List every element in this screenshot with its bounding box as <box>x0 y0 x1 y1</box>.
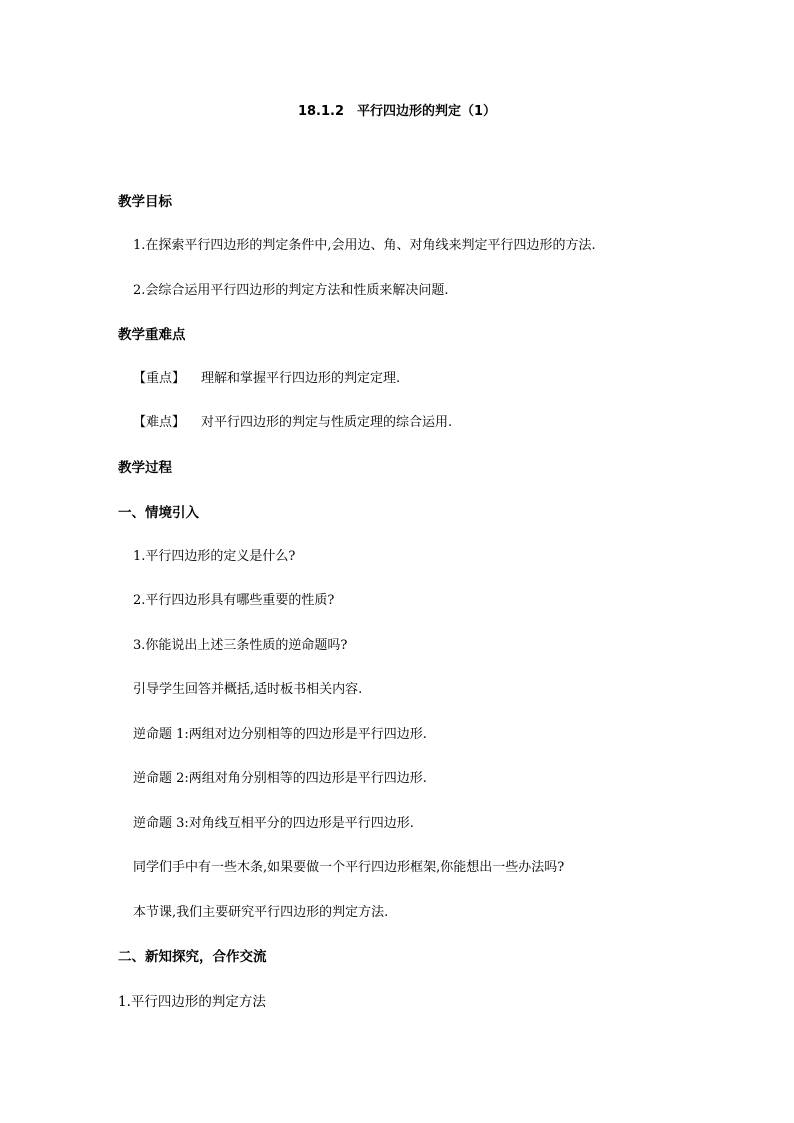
difficult-point-text: 对平行四边形的判定与性质定理的综合运用. <box>201 415 453 430</box>
key-point-line <box>133 370 400 388</box>
goal-item-1: 1.在探索平行四边形的判定条件中,会用边、角、对角线来判定平行四边形的方法. <box>133 238 596 253</box>
heading-teaching-process: 教学过程 <box>118 460 172 476</box>
goal-item-2: 2.会综合运用平行四边形的判定方法和性质来解决问题. <box>133 283 449 298</box>
subsection-1: 1.平行四边形的判定方法 <box>118 994 266 1010</box>
page-title: 18.1.2 平行四边形的判定（1） <box>297 104 497 119</box>
heading-teaching-goals: 教学目标 <box>118 194 172 210</box>
difficult-point-tag: 【难点】 <box>133 415 186 430</box>
question-1: 1.平行四边形的定义是什么? <box>133 549 296 564</box>
question-2: 2.平行四边形具有哪些重要的性质? <box>133 593 335 608</box>
difficult-point-line <box>133 414 452 432</box>
converse-3: 逆命题 3:对角线互相平分的四边形是平行四边形. <box>133 816 414 831</box>
key-point-text: 理解和掌握平行四边形的判定定理. <box>201 371 401 386</box>
heading-section-1: 一、情境引入 <box>118 505 199 521</box>
question-3: 3.你能说出上述三条性质的逆命题吗? <box>133 638 348 653</box>
lesson-intro: 本节课,我们主要研究平行四边形的判定方法. <box>133 905 389 920</box>
key-point-tag: 【重点】 <box>133 371 186 386</box>
converse-1: 逆命题 1:两组对边分别相等的四边形是平行四边形. <box>133 727 427 742</box>
heading-key-difficult: 教学重难点 <box>118 327 186 343</box>
heading-section-2: 二、新知探究，合作交流 <box>118 949 267 965</box>
guide-text: 引导学生回答并概括,适时板书相关内容. <box>133 682 363 697</box>
wood-question: 同学们手中有一些木条,如果要做一个平行四边形框架,你能想出一些办法吗? <box>133 860 565 875</box>
converse-2: 逆命题 2:两组对角分别相等的四边形是平行四边形. <box>133 771 427 786</box>
